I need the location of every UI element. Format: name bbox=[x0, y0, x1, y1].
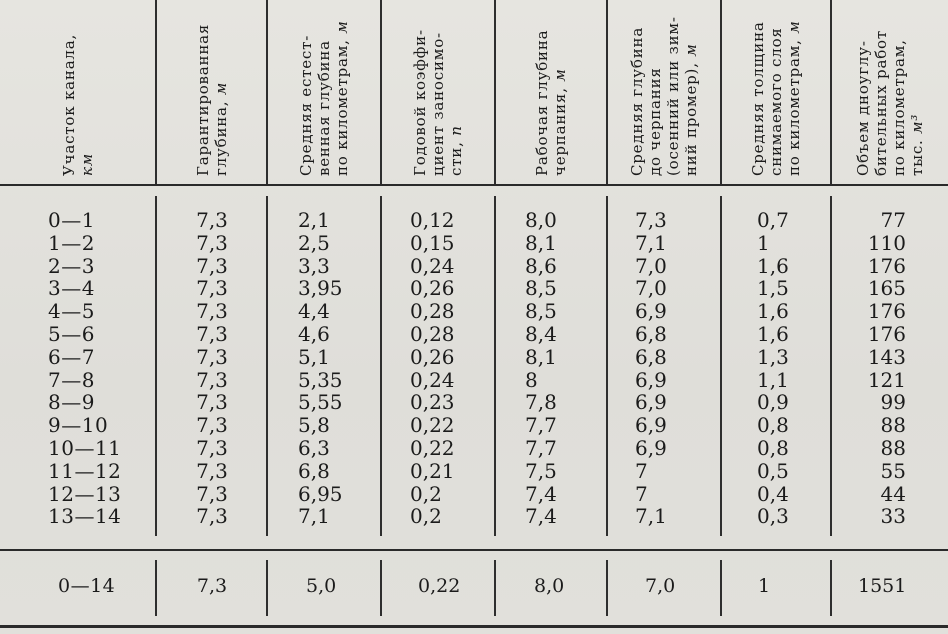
cell-guaranteed-depth: 7,3 bbox=[196, 253, 228, 278]
header-label-line: по километрам, bbox=[785, 39, 803, 176]
cell-avg-layer: 0,9 bbox=[757, 390, 789, 415]
cell-natural-depth: 2,5 bbox=[298, 230, 330, 255]
cell-working-depth: 8,1 bbox=[525, 344, 557, 369]
cell-guaranteed-depth: 7,3 bbox=[196, 390, 228, 415]
cell-avg-depth-before: 7,1 bbox=[635, 230, 667, 255]
cell-avg-layer: 1,6 bbox=[757, 299, 789, 324]
header-label-line: бительных работ bbox=[872, 30, 890, 176]
total-row bbox=[0, 575, 948, 598]
header-cell-avg-depth-before bbox=[608, 0, 720, 184]
cell-guaranteed-depth: 7,3 bbox=[196, 299, 228, 324]
cell-natural-depth: 2,1 bbox=[298, 208, 330, 232]
cell-section: 3—4 bbox=[48, 276, 95, 301]
cell-avg-layer: 0,8 bbox=[757, 413, 789, 438]
header-label-line: Средняя глубина bbox=[628, 26, 646, 176]
header-cell-avg-layer bbox=[722, 0, 830, 184]
header-cell-guaranteed-depth bbox=[157, 0, 266, 184]
cell-guaranteed-depth: 7,3 bbox=[196, 276, 228, 301]
header-label-line: Годовой коэффи- bbox=[411, 29, 429, 176]
total-cell-working-depth: 8,0 bbox=[534, 575, 565, 597]
header-label-line: венная глубина bbox=[315, 40, 333, 176]
cell-silting-coef: 0,23 bbox=[410, 390, 455, 415]
cell-guaranteed-depth: 7,3 bbox=[196, 322, 228, 346]
header-unit: n bbox=[447, 125, 465, 136]
cell-section: 0—1 bbox=[48, 208, 95, 232]
total-cell-volume: 1551 bbox=[858, 575, 907, 597]
total-cell-natural-depth: 5,0 bbox=[306, 575, 337, 597]
total-cell-avg-layer: 1 bbox=[758, 575, 771, 597]
cell-avg-depth-before: 6,9 bbox=[635, 390, 667, 415]
cell-silting-coef: 0,2 bbox=[410, 481, 442, 506]
cell-guaranteed-depth: 7,3 bbox=[196, 367, 228, 392]
total-cell-silting-coef: 0,22 bbox=[418, 575, 461, 597]
cell-working-depth: 7,7 bbox=[525, 436, 557, 460]
cell-natural-depth: 5,1 bbox=[298, 344, 330, 369]
header-label-line: Участок канала, bbox=[59, 33, 78, 176]
cell-section: 9—10 bbox=[48, 413, 109, 438]
cell-natural-depth: 6,3 bbox=[298, 436, 330, 460]
header-label-line: черпания, bbox=[551, 87, 569, 176]
header-label-line: снимаемого слоя bbox=[767, 27, 785, 176]
cell-silting-coef: 0,28 bbox=[410, 322, 455, 346]
header-label-line: (осенний или зим- bbox=[664, 16, 682, 176]
cell-guaranteed-depth: 7,3 bbox=[196, 436, 228, 460]
cell-working-depth: 7,7 bbox=[525, 413, 557, 438]
table-row bbox=[0, 460, 948, 483]
cell-avg-layer: 1,6 bbox=[757, 253, 789, 278]
table-row bbox=[0, 346, 948, 369]
cell-section: 1—2 bbox=[48, 230, 95, 255]
cell-guaranteed-depth: 7,3 bbox=[196, 481, 228, 506]
cell-section: 5—6 bbox=[48, 322, 95, 346]
cell-silting-coef: 0,24 bbox=[410, 253, 455, 278]
cell-section: 7—8 bbox=[48, 367, 95, 392]
header-label-line: Объем дноуглу- bbox=[854, 40, 872, 176]
header-cell-volume bbox=[832, 0, 948, 184]
cell-guaranteed-depth: 7,3 bbox=[196, 208, 228, 232]
cell-natural-depth: 4,4 bbox=[298, 299, 330, 324]
header-label-line: сти, bbox=[447, 141, 465, 176]
cell-avg-layer: 1,6 bbox=[757, 322, 789, 346]
table-row bbox=[0, 323, 948, 346]
cell-section: 4—5 bbox=[48, 299, 95, 324]
table-row bbox=[0, 277, 948, 300]
header-label-line: Средняя толщина bbox=[749, 21, 767, 176]
cell-section: 6—7 bbox=[48, 344, 95, 369]
table-row bbox=[0, 414, 948, 437]
cell-section: 10—11 bbox=[48, 436, 122, 460]
cell-volume: 165 bbox=[867, 276, 906, 301]
cell-volume: 55 bbox=[880, 458, 906, 483]
cell-section: 8—9 bbox=[48, 390, 95, 415]
cell-silting-coef: 0,22 bbox=[410, 413, 455, 438]
cell-natural-depth: 7,1 bbox=[298, 504, 330, 529]
header-bottom-rule bbox=[0, 184, 948, 186]
header-label-line: по километрам, bbox=[890, 39, 908, 176]
cell-working-depth: 8,1 bbox=[525, 230, 557, 255]
table-row bbox=[0, 255, 948, 278]
cell-silting-coef: 0,2 bbox=[410, 504, 442, 529]
total-cell-avg-depth-before: 7,0 bbox=[645, 575, 676, 597]
cell-natural-depth: 3,3 bbox=[298, 253, 330, 278]
cell-silting-coef: 0,24 bbox=[410, 367, 455, 392]
cell-silting-coef: 0,26 bbox=[410, 344, 455, 369]
cell-natural-depth: 5,55 bbox=[298, 390, 343, 415]
cell-avg-depth-before: 6,9 bbox=[635, 367, 667, 392]
cell-avg-layer: 1,5 bbox=[757, 276, 789, 301]
total-cell-guaranteed-depth: 7,3 bbox=[196, 575, 228, 597]
table-row bbox=[0, 300, 948, 323]
cell-volume: 99 bbox=[880, 390, 906, 415]
cell-section: 12—13 bbox=[48, 481, 122, 506]
cell-avg-layer: 0,7 bbox=[757, 208, 789, 232]
cell-avg-depth-before: 6,8 bbox=[635, 344, 667, 369]
cell-natural-depth: 6,8 bbox=[298, 458, 330, 483]
table-row bbox=[0, 369, 948, 392]
cell-working-depth: 7,8 bbox=[525, 390, 557, 415]
cell-guaranteed-depth: 7,3 bbox=[196, 504, 228, 529]
cell-working-depth: 8 bbox=[525, 367, 538, 392]
cell-guaranteed-depth: 7,3 bbox=[196, 344, 228, 369]
cell-avg-depth-before: 7,0 bbox=[635, 253, 667, 278]
table-row bbox=[0, 391, 948, 414]
header-label-line: до черпания bbox=[646, 67, 664, 176]
cell-avg-depth-before: 6,9 bbox=[635, 299, 667, 324]
header-cell-section bbox=[0, 0, 155, 184]
cell-avg-layer: 0,5 bbox=[757, 458, 789, 483]
cell-volume: 121 bbox=[867, 367, 906, 392]
cell-avg-depth-before: 6,9 bbox=[635, 413, 667, 438]
cell-silting-coef: 0,12 bbox=[410, 208, 455, 232]
cell-avg-layer: 1,3 bbox=[757, 344, 789, 369]
header-label-line: Средняя естест- bbox=[297, 34, 315, 176]
cell-working-depth: 7,4 bbox=[525, 481, 557, 506]
cell-avg-layer: 1 bbox=[757, 230, 770, 255]
header-cell-silting-coef bbox=[382, 0, 494, 184]
total-top-rule bbox=[0, 549, 948, 551]
table-row bbox=[0, 209, 948, 232]
header-unit: м bbox=[785, 20, 803, 34]
cell-avg-depth-before: 6,9 bbox=[635, 436, 667, 460]
total-bottom-rule bbox=[0, 625, 948, 628]
cell-guaranteed-depth: 7,3 bbox=[196, 230, 228, 255]
cell-section: 13—14 bbox=[48, 504, 122, 529]
cell-silting-coef: 0,21 bbox=[410, 458, 455, 483]
header-unit: м bbox=[682, 43, 700, 57]
cell-volume: 176 bbox=[867, 322, 906, 346]
header-label-line: глубина, bbox=[211, 100, 230, 176]
cell-natural-depth: 3,95 bbox=[298, 276, 343, 301]
cell-guaranteed-depth: 7,3 bbox=[196, 458, 228, 483]
cell-working-depth: 8,5 bbox=[525, 276, 557, 301]
cell-working-depth: 7,5 bbox=[525, 458, 557, 483]
cell-silting-coef: 0,26 bbox=[410, 276, 455, 301]
table-row bbox=[0, 483, 948, 506]
cell-avg-depth-before: 7 bbox=[635, 481, 648, 506]
cell-natural-depth: 5,35 bbox=[298, 367, 343, 392]
cell-avg-depth-before: 7,0 bbox=[635, 276, 667, 301]
table-row bbox=[0, 437, 948, 460]
cell-volume: 77 bbox=[880, 208, 906, 232]
cell-natural-depth: 6,95 bbox=[298, 481, 343, 506]
header-label-line: циент заносимо- bbox=[429, 32, 447, 176]
cell-avg-depth-before: 7 bbox=[635, 458, 648, 483]
cell-natural-depth: 5,8 bbox=[298, 413, 330, 438]
cell-avg-depth-before: 6,8 bbox=[635, 322, 667, 346]
cell-avg-depth-before: 7,1 bbox=[635, 504, 667, 529]
cell-working-depth: 8,6 bbox=[525, 253, 557, 278]
cell-section: 2—3 bbox=[48, 253, 95, 278]
header-unit: м bbox=[333, 20, 351, 34]
header-label-line: ний промер), bbox=[682, 62, 700, 176]
cell-volume: 33 bbox=[880, 504, 906, 529]
cell-avg-layer: 0,8 bbox=[757, 436, 789, 460]
header-cell-natural-depth bbox=[268, 0, 380, 184]
cell-volume: 143 bbox=[867, 344, 906, 369]
cell-volume: 88 bbox=[880, 436, 906, 460]
cell-volume: 44 bbox=[880, 481, 906, 506]
header-cell-working-depth bbox=[496, 0, 606, 184]
header-unit: м bbox=[211, 81, 230, 96]
header-label-line: по километрам, bbox=[333, 39, 351, 176]
total-cell-section: 0—14 bbox=[58, 575, 116, 597]
cell-section: 11—12 bbox=[48, 458, 122, 483]
table-row bbox=[0, 505, 948, 528]
cell-silting-coef: 0,15 bbox=[410, 230, 455, 255]
cell-volume: 110 bbox=[867, 230, 906, 255]
cell-natural-depth: 4,6 bbox=[298, 322, 330, 346]
cell-working-depth: 8,5 bbox=[525, 299, 557, 324]
header-label-line: Рабочая глубина bbox=[533, 29, 551, 176]
cell-volume: 88 bbox=[880, 413, 906, 438]
cell-guaranteed-depth: 7,3 bbox=[196, 413, 228, 438]
header-unit: м³ bbox=[908, 113, 926, 134]
cell-avg-layer: 1,1 bbox=[757, 367, 789, 392]
cell-silting-coef: 0,28 bbox=[410, 299, 455, 324]
cell-avg-depth-before: 7,3 bbox=[635, 208, 667, 232]
cell-silting-coef: 0,22 bbox=[410, 436, 455, 460]
header-label-line: Гарантированная bbox=[193, 23, 212, 176]
header-label-line: тыс. bbox=[908, 139, 926, 176]
cell-avg-layer: 0,4 bbox=[757, 481, 789, 506]
header-unit: км bbox=[77, 153, 96, 176]
cell-working-depth: 8,4 bbox=[525, 322, 557, 346]
cell-working-depth: 7,4 bbox=[525, 504, 557, 529]
cell-volume: 176 bbox=[867, 299, 906, 324]
cell-working-depth: 8,0 bbox=[525, 208, 557, 232]
table-row bbox=[0, 232, 948, 255]
header-unit: м bbox=[551, 68, 569, 82]
cell-volume: 176 bbox=[867, 253, 906, 278]
cell-avg-layer: 0,3 bbox=[757, 504, 789, 529]
